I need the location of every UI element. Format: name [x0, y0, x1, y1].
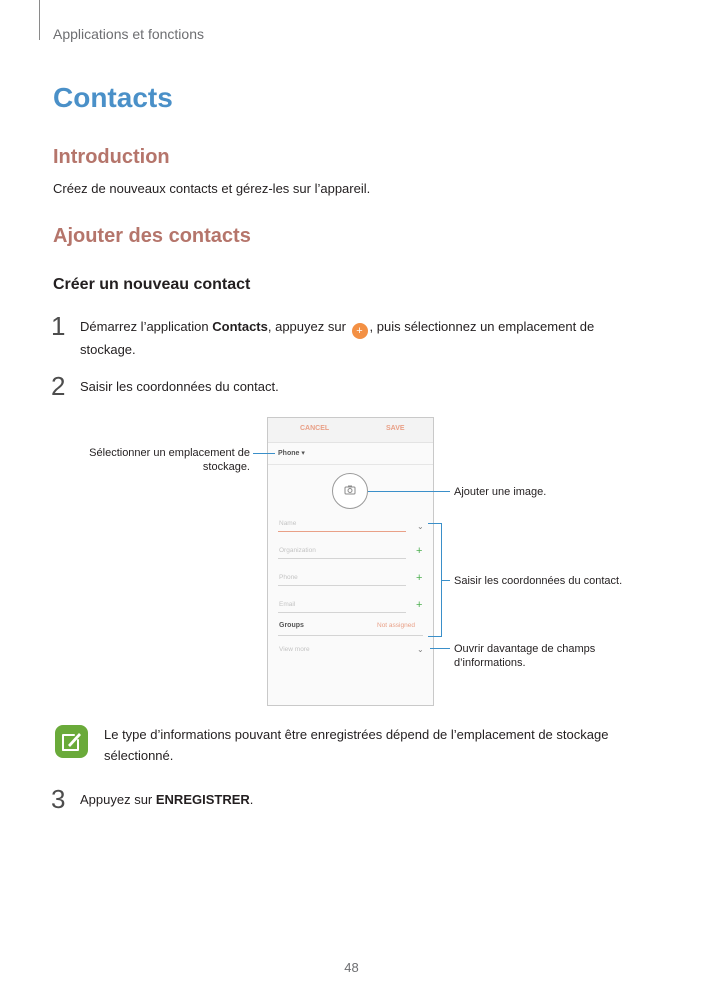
create-contact-subheading: Créer un nouveau contact	[53, 276, 251, 293]
caret-down-icon: ▾	[301, 450, 305, 457]
callout-image: Ajouter une image.	[454, 486, 547, 498]
plus-icon: +	[416, 545, 423, 557]
camera-icon	[333, 474, 367, 508]
step-1-app-name: Contacts	[212, 319, 268, 334]
add-contact-icon: +	[352, 323, 368, 339]
screenshot-divider	[268, 464, 433, 465]
intro-heading: Introduction	[53, 146, 170, 168]
step-1-text-after: , puis sélectionnez un emplacement de stockage.	[80, 319, 595, 357]
screenshot-field-phone: Phone	[279, 574, 298, 581]
step-3-save-label: ENREGISTRER	[155, 792, 250, 807]
callout-image-line	[368, 491, 450, 492]
screenshot-top-bar	[268, 418, 433, 443]
callout-more: Ouvrir davantage de champs d’informations.	[454, 643, 596, 669]
callout-details-bracket-top	[428, 523, 442, 524]
screenshot-view-more: View more	[279, 646, 310, 653]
screenshot-field-underline	[278, 635, 423, 636]
step-3-text-after: .	[249, 792, 254, 807]
section-header: Applications et fonctions	[53, 26, 204, 42]
contact-form-screenshot	[267, 417, 434, 706]
screenshot-cancel-button: CANCEL	[300, 425, 330, 432]
callout-more-line	[430, 648, 450, 649]
step-2-text: Saisir les coordonnées du contact.	[80, 379, 279, 394]
screenshot-field-underline	[278, 612, 406, 613]
note-text: Le type d’informations pouvant être enregistrées dépend de l’emplacement de stockage sélectionné.	[104, 727, 609, 763]
screenshot-field-organization: Organization	[279, 547, 316, 554]
margin-rule	[39, 0, 40, 40]
chevron-down-icon: ⌄	[417, 645, 424, 654]
screenshot-field-underline	[278, 585, 406, 586]
screenshot-avatar	[332, 473, 368, 509]
step-1-text-before: Démarrez l’application	[80, 319, 213, 334]
step-3-number: 3	[51, 784, 66, 814]
page-title: Contacts	[53, 82, 173, 113]
screenshot-storage-selector	[278, 449, 305, 457]
screenshot-groups-label: Groups	[279, 622, 304, 629]
callout-details: Saisir les coordonnées du contact.	[454, 575, 623, 587]
screenshot-field-underline	[278, 558, 406, 559]
callout-storage: Sélectionner un emplacement de stockage.	[89, 447, 250, 473]
screenshot-storage-label: Phone	[278, 450, 300, 457]
step-2-number: 2	[51, 371, 66, 401]
screenshot-save-button: SAVE	[386, 425, 405, 432]
step-1-text-middle: , appuyez sur	[267, 319, 350, 334]
screenshot-field-name: Name	[279, 520, 297, 527]
callout-storage-line	[253, 453, 275, 454]
intro-text: Créez de nouveaux contacts et gérez-les sur l’appareil.	[53, 181, 371, 196]
plus-icon: +	[416, 572, 423, 584]
page-number: 48	[344, 960, 359, 975]
screenshot-field-email: Email	[279, 601, 296, 608]
step-1-text	[80, 316, 640, 360]
chevron-down-icon: ⌄	[417, 522, 424, 531]
step-3-text-before: Appuyez sur	[80, 792, 156, 807]
screenshot-groups-value: Not assigned	[377, 622, 415, 629]
screenshot-field-underline	[278, 531, 406, 532]
plus-icon: +	[416, 599, 423, 611]
step-3-text	[80, 789, 640, 810]
callout-details-line	[441, 580, 450, 581]
step-1-number: 1	[51, 311, 66, 341]
callout-details-bracket-bottom	[428, 636, 442, 637]
note-pencil-icon	[55, 725, 88, 758]
add-contacts-heading: Ajouter des contacts	[53, 225, 251, 247]
